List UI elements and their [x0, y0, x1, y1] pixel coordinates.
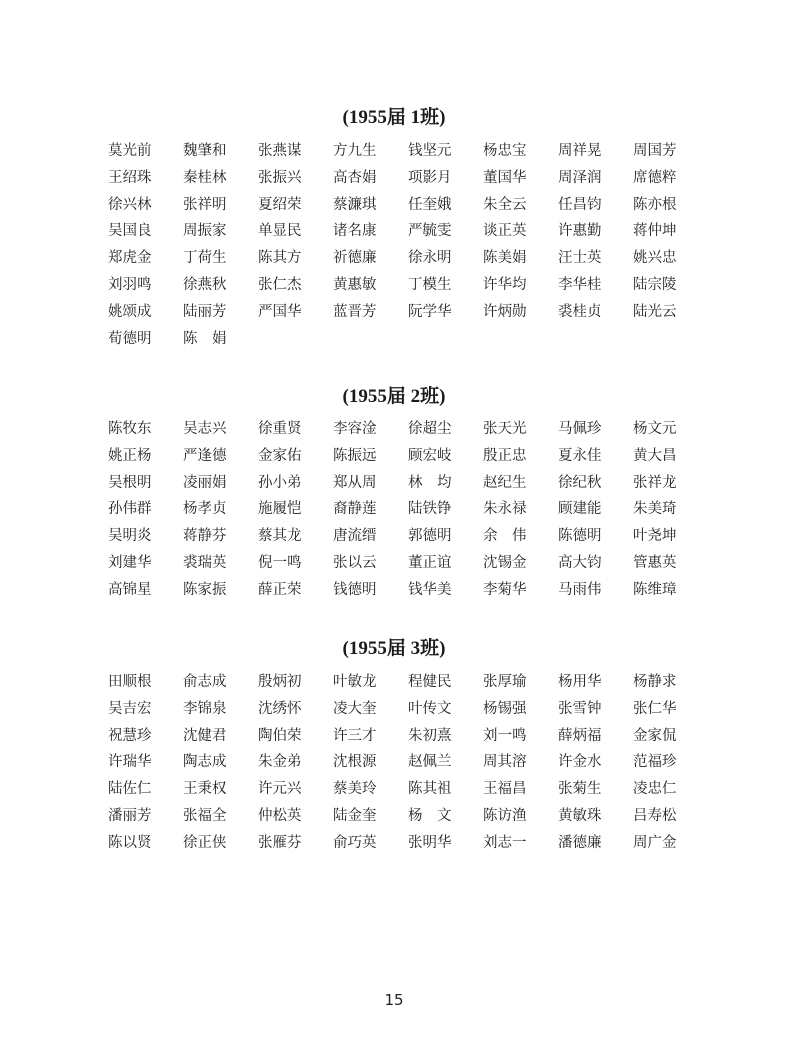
- student-name: 李锦泉: [183, 700, 227, 717]
- student-name: 刘志一: [483, 834, 527, 851]
- student-name: 沈锡金: [483, 554, 527, 571]
- student-name: 徐永明: [408, 250, 452, 267]
- student-name: 张福全: [183, 807, 227, 824]
- student-name: 余 伟: [483, 528, 527, 545]
- student-name: 蔡濂琪: [333, 196, 377, 213]
- student-name: 叶传文: [408, 700, 452, 717]
- student-name: 张明华: [408, 834, 452, 851]
- student-name: 凌忠仁: [633, 781, 677, 798]
- student-name: 陆宗陵: [633, 276, 677, 293]
- student-name: 张仁华: [633, 700, 677, 717]
- student-name: 钱华美: [408, 581, 452, 598]
- student-name: 张燕谋: [258, 143, 302, 159]
- student-name: 许金水: [558, 754, 602, 771]
- student-name: 丁模生: [408, 276, 452, 293]
- student-name: 张祥明: [183, 196, 227, 213]
- student-name: 陈德明: [558, 528, 602, 545]
- student-name: 赵纪生: [483, 474, 527, 491]
- student-name: 朱全云: [483, 196, 527, 213]
- student-name: 陈美娟: [483, 250, 527, 267]
- student-name: 许瑞华: [108, 754, 152, 771]
- student-name: 刘一鸣: [483, 727, 527, 744]
- student-name: 项影月: [408, 169, 452, 186]
- student-name: 方九生: [333, 143, 377, 159]
- student-name: 李菊华: [483, 581, 527, 598]
- student-name: 严国华: [258, 303, 302, 320]
- student-name: 张祥龙: [633, 474, 677, 491]
- student-name: 杨用华: [558, 674, 602, 690]
- student-name: 蓝晋芳: [333, 303, 377, 320]
- student-name: 郑从周: [333, 474, 377, 491]
- student-name: 阮学华: [408, 303, 452, 320]
- student-name: 潘德廉: [558, 834, 602, 851]
- student-name: 裔静莲: [333, 501, 377, 518]
- student-name: 孙小弟: [258, 474, 302, 491]
- student-name: 吕寿松: [633, 807, 677, 824]
- student-name: 王秉权: [183, 781, 227, 798]
- student-name: 沈绣怀: [258, 700, 302, 717]
- student-name: 徐纪秋: [558, 474, 602, 491]
- student-name: 孙伟群: [108, 501, 152, 518]
- student-name: 夏永佳: [558, 447, 602, 464]
- student-name: 杨孝贞: [183, 501, 227, 518]
- student-name: 祈德廉: [333, 250, 377, 267]
- student-name: 许惠勤: [558, 223, 602, 240]
- page-number: 15: [384, 991, 404, 1009]
- student-name: 潘丽芳: [108, 807, 152, 824]
- student-name: 凌丽娟: [183, 474, 227, 491]
- student-name: 任昌钧: [558, 196, 602, 213]
- student-name: 陈亦根: [633, 196, 677, 213]
- student-name: 诸名康: [333, 223, 377, 240]
- student-name: 马佩珍: [558, 421, 602, 437]
- student-name: 叶敏龙: [333, 674, 377, 690]
- student-name: 杨忠宝: [483, 143, 527, 159]
- student-name: 陆光云: [633, 303, 677, 320]
- section-title-class-3: (1955届 3班): [342, 638, 446, 659]
- student-name: 陈维璋: [633, 581, 677, 598]
- student-name: 陈其祖: [408, 781, 452, 798]
- student-name: 王福昌: [483, 781, 527, 798]
- student-name: 杨静求: [633, 674, 677, 690]
- section-title-class-2: (1955届 2班): [342, 386, 446, 407]
- student-name: 张雪钟: [558, 700, 602, 717]
- student-name: 薛正荣: [258, 581, 302, 598]
- student-name: 顾建能: [558, 501, 602, 518]
- student-name: 李华桂: [558, 276, 602, 293]
- student-name: 严逢德: [183, 447, 227, 464]
- student-name: 任奎娥: [408, 196, 452, 213]
- student-name: 朱初熹: [408, 727, 452, 744]
- student-name: 杨 文: [408, 807, 452, 824]
- student-name: 蒋静芬: [183, 528, 227, 545]
- student-name: 陈 娟: [183, 330, 227, 347]
- student-name: 吴志兴: [183, 421, 227, 437]
- student-name: 陈以贤: [108, 834, 152, 851]
- student-name: 徐正侠: [183, 834, 227, 851]
- student-name: 陶伯荣: [258, 727, 302, 744]
- student-name: 单显民: [258, 223, 302, 240]
- student-name: 林 均: [408, 474, 452, 491]
- student-name: 荀德明: [108, 330, 152, 347]
- student-name: 金家佑: [258, 447, 302, 464]
- student-name: 裘桂贞: [558, 303, 602, 320]
- student-name: 蔡美玲: [333, 781, 377, 798]
- student-name: 马雨伟: [558, 581, 602, 598]
- student-name: 蔡其龙: [258, 528, 302, 545]
- student-name: 薛炳福: [558, 727, 602, 744]
- student-name: 刘建华: [108, 554, 152, 571]
- student-name: 吴吉宏: [108, 700, 152, 717]
- student-name: 郑虎金: [108, 250, 152, 267]
- student-name: 刘羽鸣: [108, 276, 152, 293]
- student-name: 周国芳: [633, 143, 677, 159]
- student-name: 吴国良: [108, 223, 152, 240]
- student-name: 周振家: [183, 223, 227, 240]
- name-grid-class-3: [108, 669, 708, 857]
- student-name: 俞志成: [183, 674, 227, 690]
- student-name: 郭德明: [408, 528, 452, 545]
- name-grid-class-2: [108, 416, 708, 604]
- student-name: 席德粹: [633, 169, 677, 186]
- student-name: 杨锡强: [483, 700, 527, 717]
- student-name: 黄大昌: [633, 447, 677, 464]
- student-name: 魏肇和: [183, 143, 227, 159]
- student-name: 赵佩兰: [408, 754, 452, 771]
- student-name: 朱永禄: [483, 501, 527, 518]
- name-grid-class-1: [108, 138, 708, 352]
- student-name: 张天光: [483, 421, 527, 437]
- student-name: 陈其方: [258, 250, 302, 267]
- student-name: 田顺根: [108, 674, 152, 690]
- student-name: 黄惠敏: [333, 276, 377, 293]
- student-name: 沈根源: [333, 754, 377, 771]
- student-name: 董正谊: [408, 554, 452, 571]
- student-name: 姚正杨: [108, 447, 152, 464]
- student-name: 俞巧英: [333, 834, 377, 851]
- student-name: 许华均: [483, 276, 527, 293]
- student-name: 施履恺: [258, 501, 302, 518]
- student-name: 吴明炎: [108, 528, 152, 545]
- student-name: 陆金奎: [333, 807, 377, 824]
- student-name: 凌大奎: [333, 700, 377, 717]
- student-name: 叶尧坤: [633, 528, 677, 545]
- student-name: 许三才: [333, 727, 377, 744]
- student-name: 陆铁铮: [408, 501, 452, 518]
- student-name: 李容淦: [333, 421, 377, 437]
- student-name: 高杏娟: [333, 169, 377, 186]
- student-name: 徐燕秋: [183, 276, 227, 293]
- student-name: 陆佐仁: [108, 781, 152, 798]
- student-name: 朱美琦: [633, 501, 677, 518]
- student-name: 周祥晃: [558, 143, 602, 159]
- student-name: 蒋仲坤: [633, 223, 677, 240]
- student-name: 张菊生: [558, 781, 602, 798]
- student-name: 丁荷生: [183, 250, 227, 267]
- student-name: 徐超尘: [408, 421, 452, 437]
- student-name: 夏绍荣: [258, 196, 302, 213]
- student-name: 黄敏珠: [558, 807, 602, 824]
- student-name: 陈家振: [183, 581, 227, 598]
- student-name: 董国华: [483, 169, 527, 186]
- student-name: 谈正英: [483, 223, 527, 240]
- student-name: 汪士英: [558, 250, 602, 267]
- student-name: 裘瑞英: [183, 554, 227, 571]
- student-name: 高锦星: [108, 581, 152, 598]
- student-name: 张以云: [333, 554, 377, 571]
- student-name: 陈牧东: [108, 421, 152, 437]
- student-name: 张厚瑜: [483, 674, 527, 690]
- student-name: 姚兴忠: [633, 250, 677, 267]
- student-name: 周泽润: [558, 169, 602, 186]
- student-name: 仲松英: [258, 807, 302, 824]
- student-name: 王绍珠: [108, 169, 152, 186]
- student-name: 秦桂林: [183, 169, 227, 186]
- student-name: 朱金弟: [258, 754, 302, 771]
- student-name: 徐重贤: [258, 421, 302, 437]
- student-name: 殷炳初: [258, 674, 302, 690]
- student-name: 高大钧: [558, 554, 602, 571]
- student-name: 管惠英: [633, 554, 677, 571]
- student-name: 陈访渔: [483, 807, 527, 824]
- student-name: 钱坚元: [408, 143, 452, 159]
- student-name: 杨文元: [633, 421, 677, 437]
- student-name: 周广金: [633, 834, 677, 851]
- section-title-class-1: (1955届 1班): [342, 107, 446, 128]
- student-name: 严毓雯: [408, 223, 452, 240]
- student-name: 金家侃: [633, 727, 677, 744]
- student-name: 周其溶: [483, 754, 527, 771]
- student-name: 祝慧珍: [108, 727, 152, 744]
- student-name: 张振兴: [258, 169, 302, 186]
- student-name: 钱德明: [333, 581, 377, 598]
- student-name: 许炳勋: [483, 303, 527, 320]
- student-name: 陈振远: [333, 447, 377, 464]
- student-name: 陶志成: [183, 754, 227, 771]
- student-name: 吴根明: [108, 474, 152, 491]
- student-name: 张仁杰: [258, 276, 302, 293]
- student-name: 许元兴: [258, 781, 302, 798]
- student-name: 张雁芬: [258, 834, 302, 851]
- student-name: 沈健君: [183, 727, 227, 744]
- student-name: 唐流缙: [333, 528, 377, 545]
- student-name: 莫光前: [108, 143, 152, 159]
- student-name: 姚颂成: [108, 303, 152, 320]
- student-name: 徐兴林: [108, 196, 152, 213]
- student-name: 殷正忠: [483, 447, 527, 464]
- student-name: 陆丽芳: [183, 303, 227, 320]
- student-name: 程健民: [408, 674, 452, 690]
- student-name: 倪一鸣: [258, 554, 302, 571]
- student-name: 顾宏岐: [408, 447, 452, 464]
- student-name: 范福珍: [633, 754, 677, 771]
